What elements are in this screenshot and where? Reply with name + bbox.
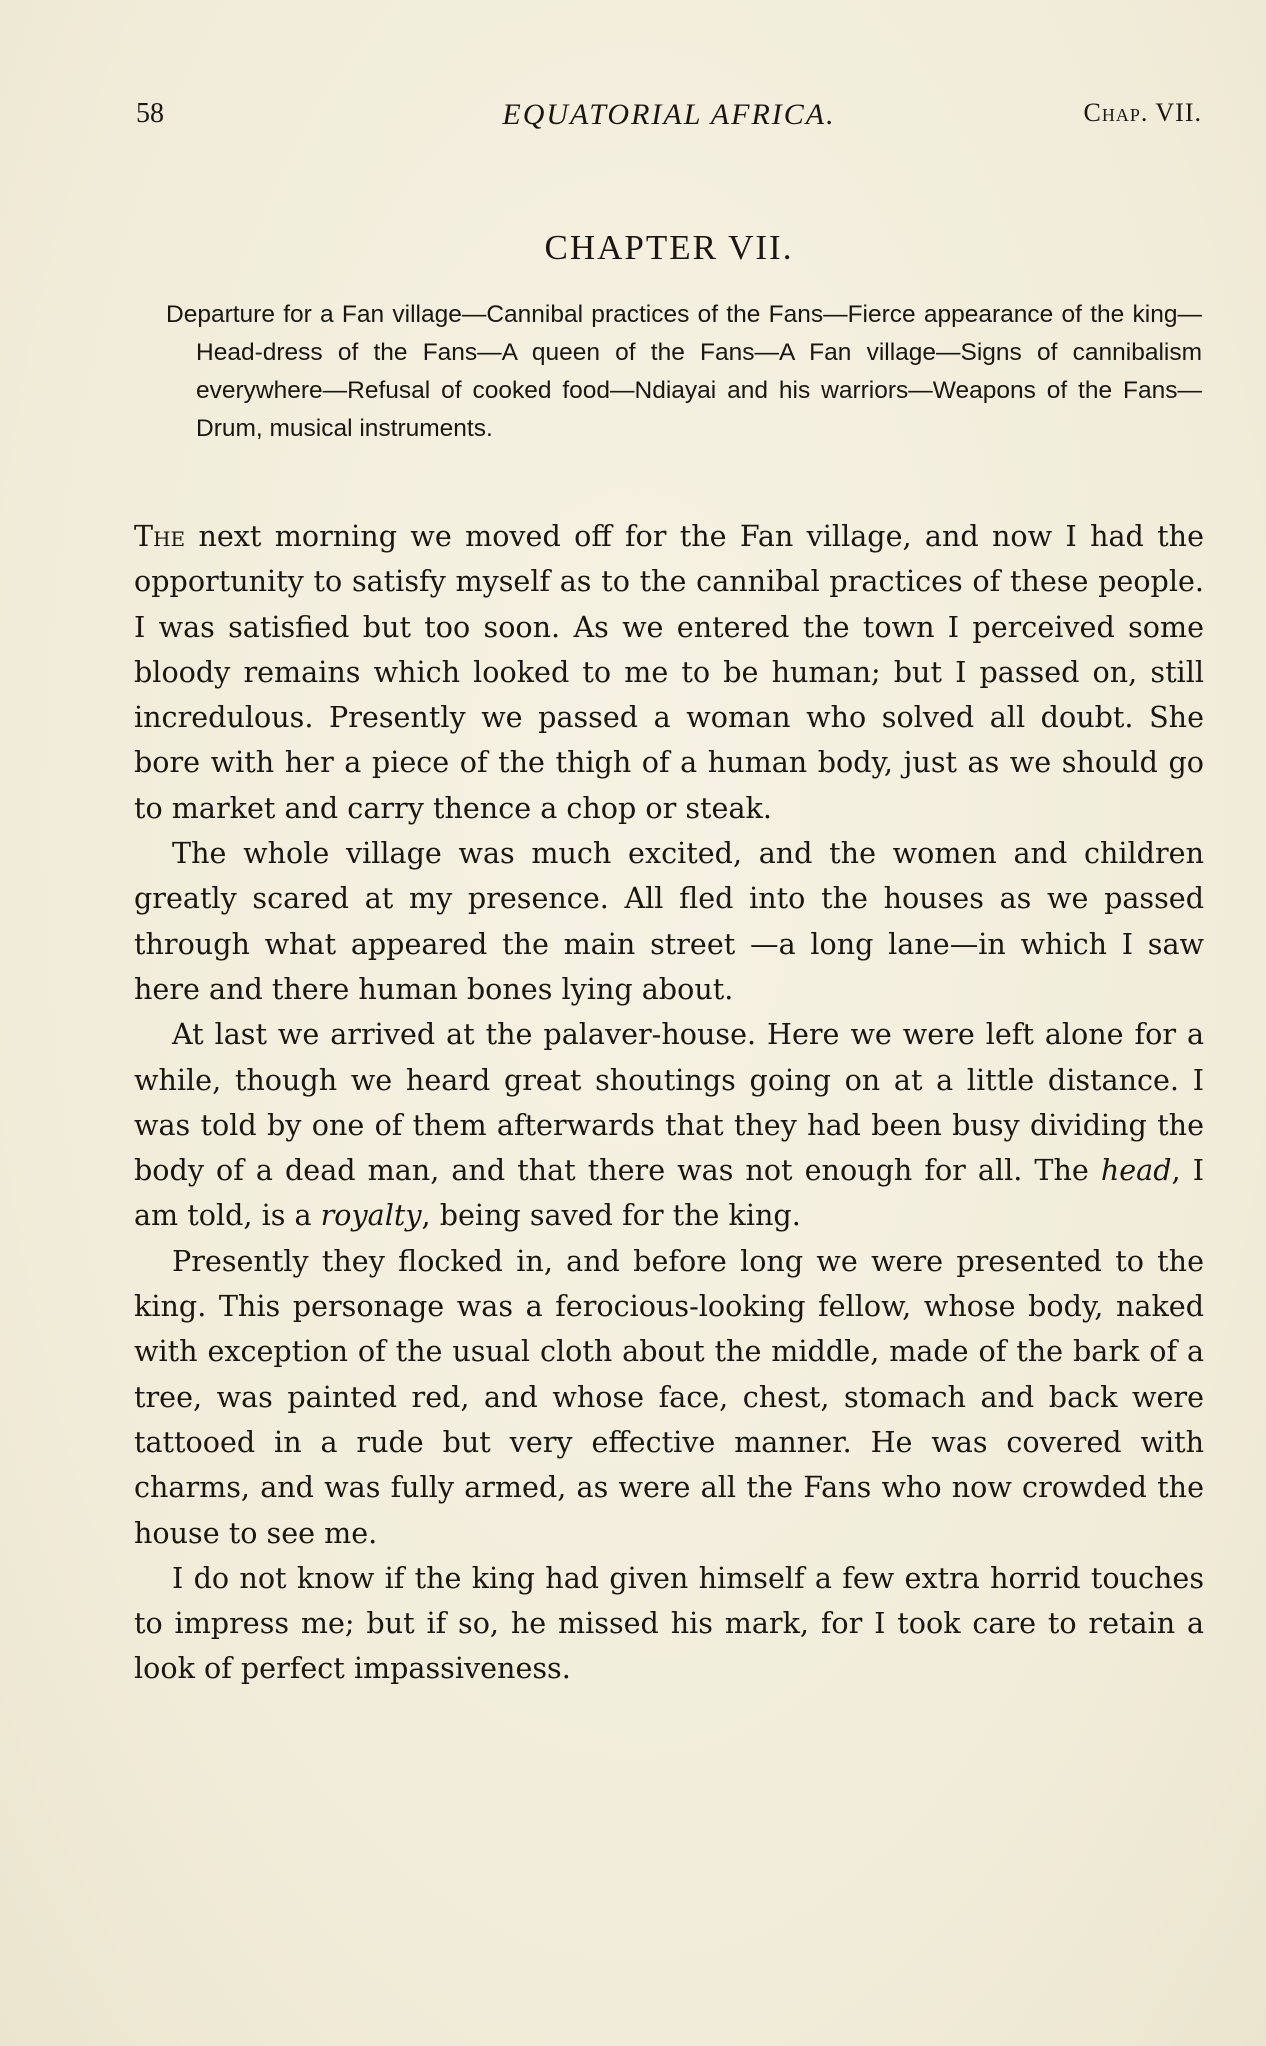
italic-head: head bbox=[1100, 1153, 1172, 1188]
paragraph-2: The whole village was much excited, and the women and children greatly scared at my presence. All fled into the houses as we passed through what appeared the main street —a long lane—in which I saw here and there human bones lying about. bbox=[134, 836, 1204, 1006]
chapter-reference: Chap. VII. bbox=[1083, 98, 1202, 127]
paragraph-text: At last we arrived at the palaver-house. Here we were left alone for a while, though we heard great shoutings going on at a little distance. I was told by one of them afterwards that they had been busy dividing the body of a dead man, and that there was not enough for all. The bbox=[134, 1017, 1204, 1188]
italic-royalty: royalty bbox=[320, 1198, 422, 1233]
paragraph-1 bbox=[134, 514, 1204, 831]
page-number: 58 bbox=[136, 98, 164, 129]
book-title: EQUATORIAL AFRICA. bbox=[502, 98, 836, 131]
lead-word: The bbox=[134, 519, 186, 553]
running-head bbox=[136, 98, 1202, 138]
paragraph-text: next morning we moved off for the Fan village, and now I had the opportunity to satisfy myself as to the cannibal practices of these people. I was satisfied but too soon. As we entered the town I perceived some bloody remains which looked to me to be human; but I passed on, still incredulous. Presently we passed a woman who solved all doubt. She bore with her a piece of the thigh of a human body, just as we should go to market and carry thence a chop or steak. bbox=[134, 519, 1204, 825]
body-text bbox=[134, 514, 1204, 1692]
chapter-synopsis: Departure for a Fan village—Cannibal practices of the Fans—Fierce appearance of the king—Head-dress of the Fans—A queen of the Fans—A Fan village—Signs of cannibalism everywhere—Refusal of cooked food—Ndiayai and his warriors—Weapons of the Fans—Drum, musical instruments. bbox=[166, 301, 1202, 442]
paragraph-3 bbox=[134, 1012, 1204, 1238]
paragraph-text: , I am told, is a bbox=[134, 1153, 1204, 1233]
paragraph-4: Presently they flocked in, and before long we were presented to the king. This personage was a ferocious-looking fellow, whose body, naked with exception of the usual cloth about the middle, made of the bark of a tree, was painted red, and whose face, chest, stomach and back were tattooed in a rude but very effective manner. He was covered with charms, and was fully armed, as were all the Fans who now crowded the house to see me. bbox=[134, 1243, 1204, 1550]
paragraph-5: I do not know if the king had given himself a few extra horrid touches to impress me; but if so, he missed his mark, for I took care to retain a look of perfect impassiveness. bbox=[134, 1560, 1204, 1686]
paragraph-text: , being saved for the king. bbox=[421, 1198, 801, 1233]
chapter-title: CHAPTER VII. bbox=[544, 228, 794, 267]
